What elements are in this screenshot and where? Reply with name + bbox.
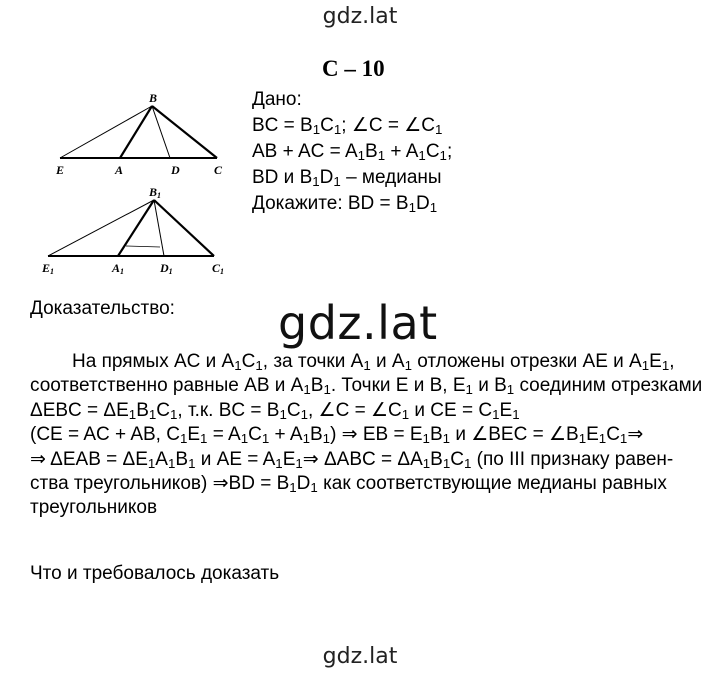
geometry-figure <box>20 88 250 288</box>
given-line-4: Докажите: BD = $B_1D_1$ <box>252 193 438 215</box>
proof-line-6: ства треугольников) ⇒BD = $B_1D_1$ как соответствующие медианы равных <box>30 473 667 496</box>
given-label: Дано: <box>252 89 302 110</box>
label-b1: B1 <box>149 185 162 200</box>
label-b: B <box>149 91 158 105</box>
proof-line-1: На прямых AC и $A_1C_1$, за точки $A_1$ и $A_1$ отложены отрезки AE и $A_1E_1$, <box>72 351 675 373</box>
triangle-1 <box>55 91 223 177</box>
watermark-top: gdz.lat <box>322 4 398 29</box>
proof-line-5: ⇒ $\Delta EAB = \Delta E_1A_1B_1$ и AE = $A_1E_1\Rightarrow$ $\Delta ABC = \Delta A_1B_1C_1$ (по III признаку равен- <box>30 448 674 471</box>
label-c1: C1 <box>212 261 225 276</box>
label-c: C <box>214 163 223 177</box>
label-e: E <box>56 163 65 177</box>
given-line-2: AB + AC = $A_1B_1 + A_1C_1$; <box>252 141 453 163</box>
label-a1: A1 <box>112 261 125 276</box>
proof-text <box>30 350 703 521</box>
label-d: D <box>171 163 180 177</box>
proof-line-4: (CE = AC + AB, $C_1E_1 = A_1C_1 + A_1B_1$) ⇒ EB = $E_1B_1$ и ∠BEC = $\angle B_1E_1C_1\Rightarrow$ <box>30 424 644 447</box>
given-block <box>252 87 452 217</box>
proof-line-7: треугольников <box>30 497 158 519</box>
watermark-middle: gdz.lat <box>278 296 438 350</box>
label-a: A <box>115 163 124 177</box>
watermark-bottom: gdz.lat <box>322 644 398 669</box>
page-title: С – 10 <box>322 56 385 81</box>
triangle-2 <box>41 185 224 276</box>
label-e1: E1 <box>42 261 55 276</box>
label-d1: D1 <box>160 261 173 276</box>
proof-label: Доказательство: <box>30 298 175 319</box>
proof-line-2: соответственно равные AB и $A_1B_1$. Точки E и B, $E_1$ и $B_1$ соединим отрезками <box>30 375 703 398</box>
conclusion: Что и требовалось доказать <box>30 563 280 584</box>
given-line-3: BD и $B_1D_1$ – медианы <box>252 167 442 189</box>
proof-line-3: $\Delta EBC = \Delta E_1B_1C_1$, т.к. BC = $B_1C_1$, ∠C = $\angle C_1$ и CE = $C_1E_1$ <box>30 399 520 422</box>
given-line-1: BC = $B_1C_1$; ∠C = $\angle C_1$ <box>252 115 443 137</box>
